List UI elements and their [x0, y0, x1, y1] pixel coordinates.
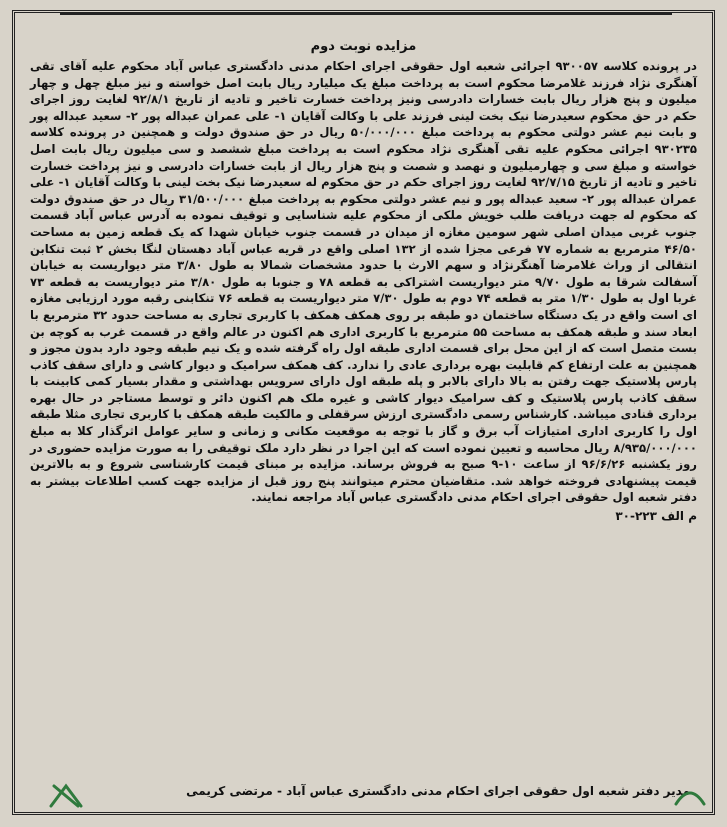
- top-rule: [60, 12, 672, 15]
- notice-body: [30, 58, 697, 506]
- signature-scribble-icon: [48, 780, 84, 810]
- notice-title: مزایده نوبت دوم: [310, 39, 417, 54]
- notice-content: [30, 38, 697, 524]
- signature-scribble-icon: [672, 780, 708, 810]
- signature-line: مدیر دفتر شعبه اول حقوقی اجرای احکام مدنی دادگستری عباس آباد - مرتضی کریمی: [186, 784, 690, 798]
- notice-paragraph: در پرونده کلاسه ۹۳۰۰۵۷ اجرائی شعبه اول حقوقی اجرای احکام مدنی دادگستری عباس آباد محکوم علیه آقای تقی آهنگری نژاد فرزند غلامرضا محکوم است به پرداخت مبلغ یک میلیارد ریال بابت اصل خواسته و نیز مبلغ چهل و چهار میلیون و پنج هزار ریال بابت خسارات دادرسی ونیز پرداخت خسارت تاخیر و تادیه از تاریخ ۹۲/۸/۱ لغایت روز اجرای حکم در حق محکوم سعیدرضا نیک بخت لینی فرزند علی با وکالت آقایان ۱- علی عمران عبداله پور ۲- سعید عبداله پور و بابت نیم عشر دولتی محکوم به پرداخت مبلغ ۵۰/۰۰۰/۰۰۰ ریال در حق صندوق دولت و همچنین در پرونده کلاسه ۹۳۰۲۳۵ اجرائی محکوم علیه تقی آهنگری نژاد محکوم است به پرداخت مبلغ ششصد و سی میلیون ریال بابت اصل خواسته و مبلغ سی و چهارمیلیون و نهصد و شصت و پنج هزار ریال از بابت خسارات دادرسی و نیز پرداخت خسارت تاخیر و تادیه از تاریخ ۹۲/۷/۱۵ لغایت روز اجرای حکم در حق محکوم له سعیدرضا نیک بخت لینی با وکالت آقایان ۱- علی عمران عبداله پور ۲- سعید عبداله پور و نیم عشر دولتی محکوم به پرداخت مبلغ ۳۱/۵۰۰/۰۰۰ ریال در حق صندوق دولت که محکوم له جهت دریافت طلب خویش ملکی از محکوم علیه شناسایی و توقیف نموده به آدرس عباس آباد قسمت جنوب غربی میدان اصلی شهر سومین مغازه از میدان در قسمت جنوب خیابان شهدا که یک قطعه زمین به مساحت ۴۶/۵۰ مترمربع به شماره ۷۷ فرعی مجزا شده از ۱۳۲ اصلی واقع در قریه عباس آباد دهستان لنگا بخش ۲ ثبت تنکابن انتقالی از وراث غلامرضا آهنگرنژاد و سهم الارث با حدود مشخصات شمالا به طول ۳/۸۰ متر دیواریست به خیابان آسفالت شرقا به طول ۹/۷۰ متر دیواریست اشتراکی به قطعه ۷۸ و جنوبا به طول ۳/۸۰ متر دیواریست به قطعه ۷۳ غربا اول به طول ۱/۳۰ متر به قطعه ۷۴ دوم به طول ۷/۳۰ متر دیواریست به قطعه ۷۶ تنکابنی رقبه مورد ارزیابی مغازه ای است واقع در یک دستگاه ساختمان دو طبقه بر روی همکف همکف با کاربری تجاری به مساحت حدود ۳۲ مترمربع با ابعاد سند و طبقه همکف به مساحت ۵۵ مترمربع با کاربری اداری هم اکنون در عالم واقع در قسمت غرب به کوچه بن بست متصل است که از این محل برای قسمت اداری طبقه اول راه گرفته شده و یک نیم طبقه وجود دارد بدون مجوز و همچنین به علت ارتفاع کم قابلیت بهره برداری عادی را ندارد. کف همکف سرامیک و دیوار کاشی و دارای سقف کاذب پارس پلاستیک جهت رفتن به بالا دارای بالابر و پله طبقه اول دارای سرویس بهداشتی و مقدار بسیار کمی کابینت با سقف کاذب پارس پلاستیک و کف سرامیک دیوار کاشی و غیره ملک هم اکنون دائر و توسط مستاجر در حال بهره برداری قنادی میباشد. کارشناس رسمی دادگستری ارزش سرقفلی و مالکیت طبقه همکف با کاربری تجاری مثلا طبقه اول را کاربری اداری امتیازات آب برق و گاز با توجه به موقعیت مکانی و زمانی و سایر عوامل اثرگذار کلا به مبلغ ۸/۹۳۵/۰۰۰/۰۰۰ ریال محاسبه و تعیین نموده است که این اجرا در نظر دارد ملک توقیفی را به صورت مزایده حضوری در روز یکشنبه ۹۶/۶/۲۶ از ساعت ۱۰-۹ صبح به فروش برساند. مزایده بر مبنای قیمت کارشناسی شروع و به بالاترین قیمت پیشنهادی فروخته خواهد شد. متقاضیان محترم میتوانند پنج روز قبل از مزایده جهت کسب اطلاعات بیشتر به دفتر شعبه اول حقوقی اجرای احکام مدنی دادگستری عباس آباد مراجعه نمایند.: [30, 59, 698, 505]
- reference-number: م الف ۲۲۳-۳۰: [615, 509, 697, 524]
